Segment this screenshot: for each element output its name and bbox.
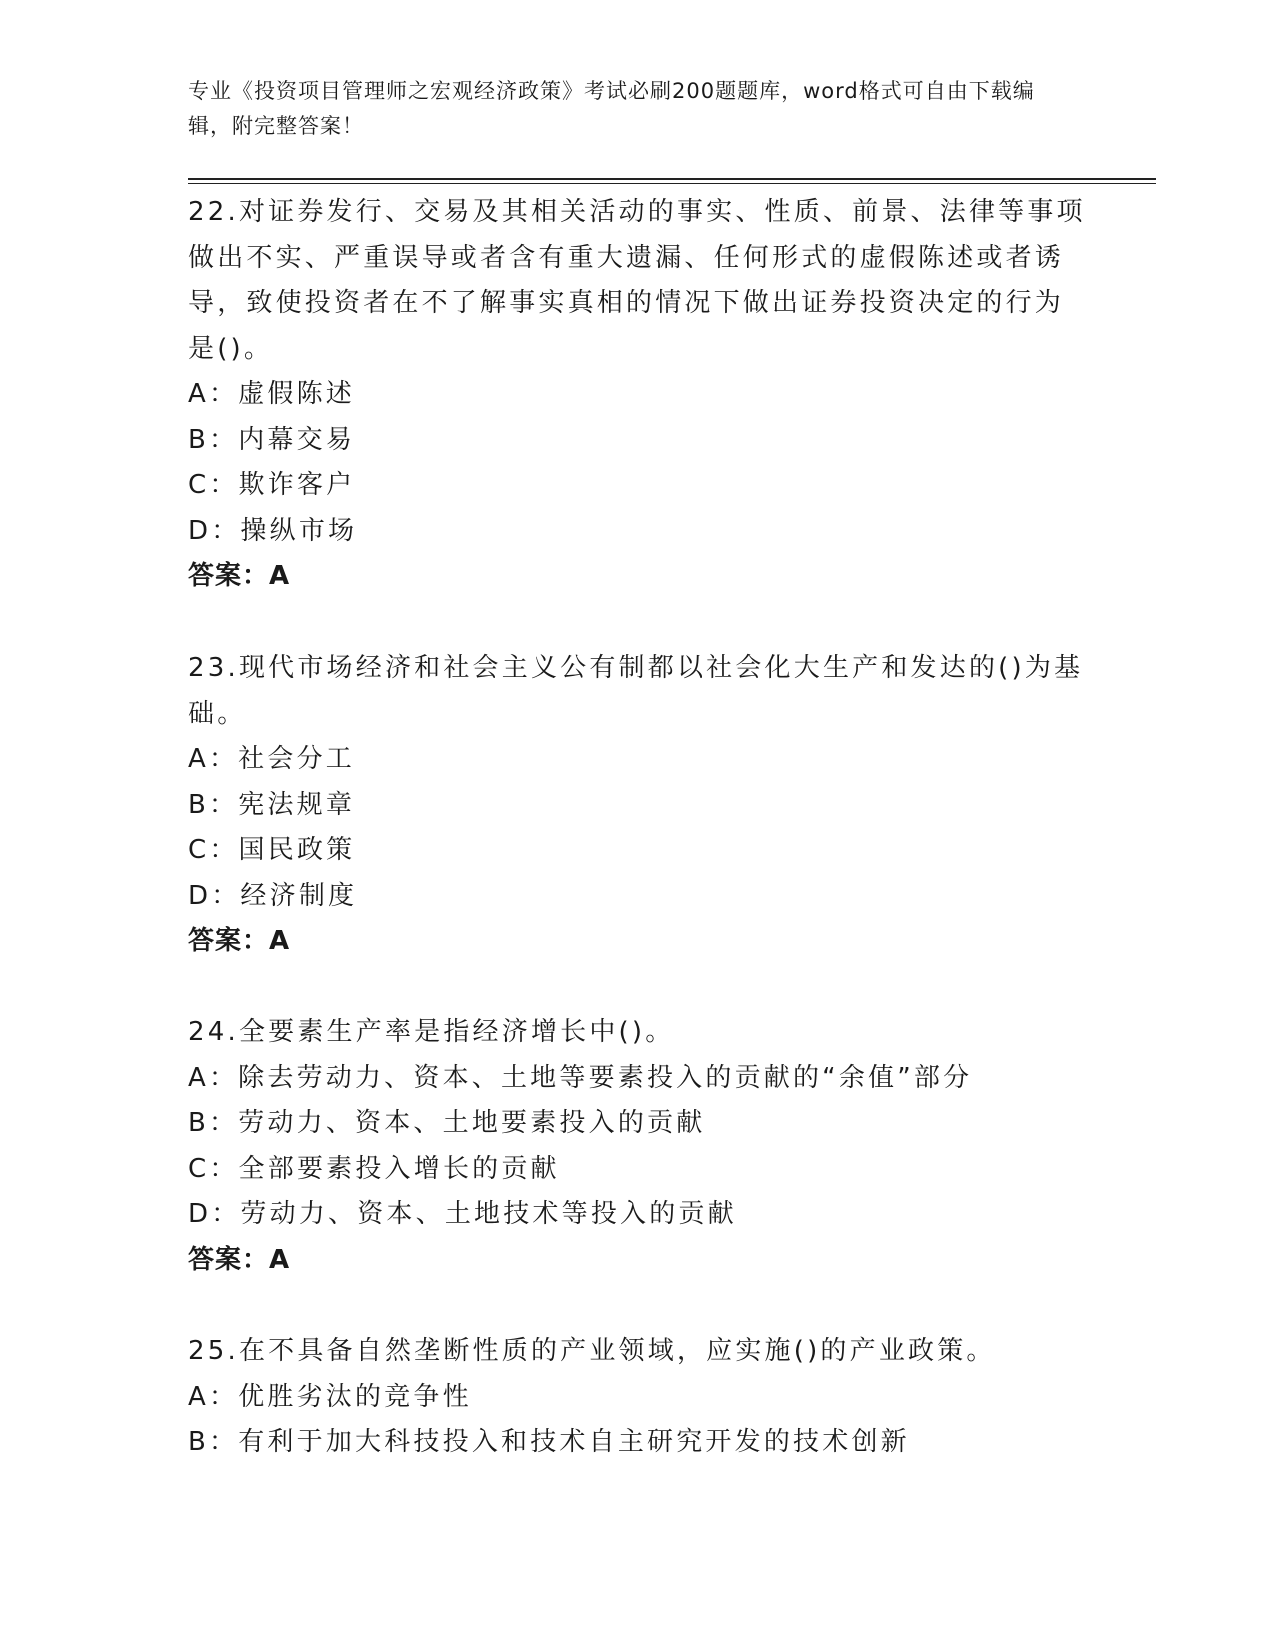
question-25 [188, 1329, 1088, 1466]
option-b: B：内幕交易 [188, 424, 356, 455]
option-d: D：经济制度 [188, 880, 358, 911]
question-23 [188, 646, 1088, 965]
question-stem: 22.对证券发行、交易及其相关活动的事实、性质、前景、法律等事项做出不实、严重误导或者含有重大遗漏、任何形式的虚假陈述或者诱导，致使投资者在不了解事实真相的情况下做出证券投资决定的行为是()。 [188, 197, 1086, 364]
option-c: C：全部要素投入增长的贡献 [188, 1153, 560, 1184]
option-a: A：虚假陈述 [188, 379, 355, 409]
option-c: C：国民政策 [188, 835, 356, 865]
document-header: 专业《投资项目管理师之宏观经济政策》考试必刷200题题库，word格式可自由下载编辑，附完整答案！ [188, 79, 1035, 138]
header-divider-thin [188, 183, 1156, 184]
answer-line: 答案：A [188, 1244, 291, 1275]
option-c: C：欺诈客户 [188, 470, 356, 500]
option-a: A：社会分工 [188, 744, 355, 774]
question-24 [188, 1010, 1088, 1283]
answer-line: 答案：A [188, 926, 291, 956]
question-stem: 24.全要素生产率是指经济增长中()。 [188, 1017, 675, 1047]
option-b: B：宪法规章 [188, 789, 356, 820]
option-d: D：操纵市场 [188, 515, 358, 546]
option-b: B：劳动力、资本、土地要素投入的贡献 [188, 1108, 706, 1138]
option-d: D：劳动力、资本、土地技术等投入的贡献 [188, 1199, 737, 1229]
answer-line: 答案：A [188, 561, 291, 591]
question-stem: 23.现代市场经济和社会主义公有制都以社会化大生产和发达的()为基础。 [188, 653, 1084, 729]
option-a: A：除去劳动力、资本、土地等要素投入的贡献的“余值”部分 [188, 1062, 973, 1093]
question-22 [188, 190, 1088, 600]
header-divider-thick [188, 178, 1156, 180]
option-a: A：优胜劣汰的竞争性 [188, 1381, 472, 1412]
question-stem: 25.在不具备自然垄断性质的产业领域，应实施()的产业政策。 [188, 1336, 996, 1366]
option-b: B：有利于加大科技投入和技术自主研究开发的技术创新 [188, 1427, 910, 1457]
